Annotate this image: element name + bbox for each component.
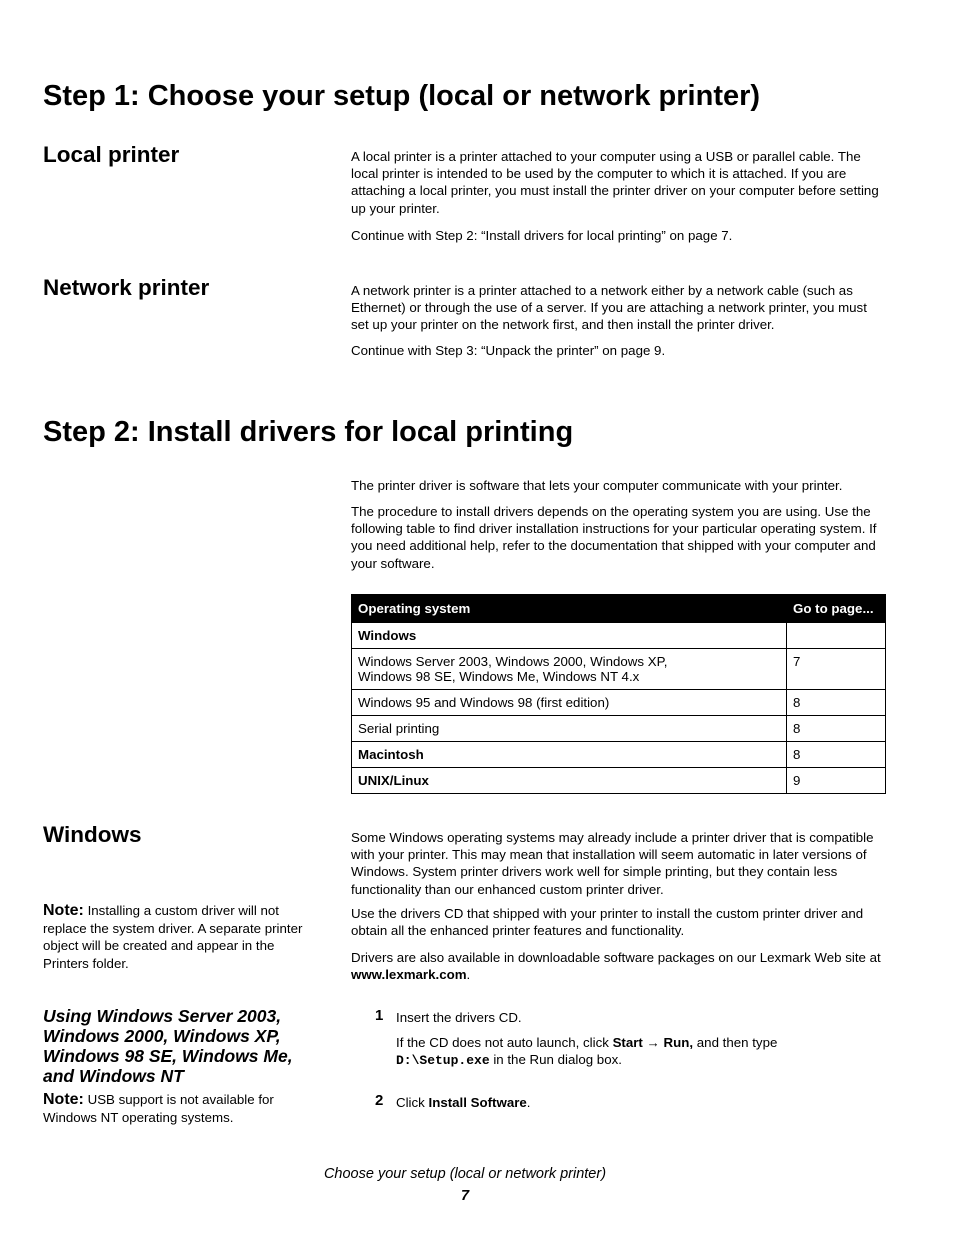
table-row (352, 768, 886, 794)
page-column-header: Go to page... (787, 595, 886, 623)
page-cell: 8 (787, 742, 886, 768)
table-row (352, 742, 886, 768)
using-windows-heading: Using Windows Server 2003, Windows 2000, Windows XP, Windows 98 SE, Windows Me, and Windows NT (43, 1006, 293, 1086)
network-printer-description: A network printer is a printer attached to a network either by a network cable (such as Ethernet) or through the use of a server. If you are attaching a network printer, you must set up your printer on the network first, and then install the printer driver. (351, 283, 867, 333)
table-row (352, 623, 886, 649)
subtext-end: in the Run dialog box. (489, 1052, 622, 1068)
install-software-label: Install Software (428, 1095, 527, 1110)
local-printer-heading: Local printer (43, 142, 180, 167)
windows-description: Some Windows operating systems may already include a printer driver that is compatible with your printer. This may mean that installation will seem automatic in later versions of Windows. System printer drivers work well for simple printing, but they contain less functionality than our enhanced custom printer driver. (351, 830, 874, 897)
download-text-start: Drivers are also available in downloadable software packages on our Lexmark Web site at (351, 950, 881, 965)
drivers-cd-text: Use the drivers CD that shipped with your printer to install the custom printer driver and obtain all the enhanced printer features and functionality. (351, 906, 864, 939)
driver-procedure: The procedure to install drivers depends on the operating system you are using. Use the following table to find driver installation instructions for your particular operating system. If you need additional help, refer to the documentation that shipped with your computer and your software. (351, 504, 877, 571)
step-number: 2 (375, 1092, 384, 1109)
windows-heading: Windows (43, 822, 142, 847)
table-row (352, 690, 886, 716)
os-cell: Serial printing (352, 716, 787, 742)
note-text: USB support is not available for Windows NT operating systems. (43, 1092, 274, 1125)
local-printer-continue: Continue with Step 2: “Install drivers for local printing” on page 7. (351, 228, 733, 243)
step-text: Insert the drivers CD. (396, 1010, 522, 1025)
usb-note (43, 1091, 305, 1126)
os-cell: Windows (352, 623, 787, 649)
step2-start: Click (396, 1095, 429, 1110)
lexmark-link[interactable]: www.lexmark.com (351, 967, 467, 983)
setup-command: D:\Setup.exe (396, 1053, 490, 1069)
footer-title: Choose your setup (local or network printer) (323, 1166, 607, 1182)
page-cell (787, 623, 886, 649)
subtext-mid: and then type (693, 1035, 778, 1050)
drivers-download-text (351, 949, 887, 983)
os-cell: Windows Server 2003, Windows 2000, Windows XP, Windows 98 SE, Windows Me, Windows NT 4.x (352, 649, 787, 690)
page-cell: 8 (787, 716, 886, 742)
os-column-header: Operating system (352, 595, 787, 623)
page-cell: 8 (787, 690, 886, 716)
local-printer-description: A local printer is a printer attached to your computer using a USB or parallel cable. The local printer is intended to be used by the computer to which it is attached. If you are attaching a local printer, you must install the printer driver on your computer before setting up your printer. (351, 149, 879, 216)
page-cell: 7 (787, 649, 886, 690)
note-text: Installing a custom driver will not replace the system driver. A separate printer object will be created and appear in the Printers folder. (43, 903, 303, 971)
page-number: 7 (460, 1188, 470, 1204)
page-cell: 9 (787, 768, 886, 794)
note-label: Note: (43, 1091, 84, 1108)
os-table-header (352, 595, 886, 623)
step-text (396, 1094, 876, 1111)
step-subtext (396, 1034, 876, 1069)
windows-note (43, 902, 305, 972)
arrow-icon: → (642, 1035, 664, 1050)
step2-title: Step 2: Install drivers for local printing (43, 416, 574, 448)
os-cell: Macintosh (352, 742, 787, 768)
table-row (352, 649, 886, 690)
table-row (352, 716, 886, 742)
run-label: Run, (663, 1035, 694, 1050)
download-text-end: . (466, 967, 471, 983)
step-number: 1 (375, 1007, 384, 1024)
subtext-start: If the CD does not auto launch, click (396, 1035, 613, 1050)
network-printer-continue: Continue with Step 3: “Unpack the printer” on page 9. (351, 343, 666, 358)
step1-title: Step 1: Choose your setup (local or network printer) (43, 80, 761, 112)
os-cell: UNIX/Linux (352, 768, 787, 794)
os-cell: Windows 95 and Windows 98 (first edition) (352, 690, 787, 716)
note-label: Note: (43, 902, 84, 919)
start-label: Start (612, 1035, 643, 1050)
step2-end: . (526, 1095, 531, 1110)
driver-intro: The printer driver is software that lets your computer communicate with your printer. (351, 478, 843, 493)
os-table (351, 594, 886, 794)
network-printer-heading: Network printer (43, 275, 210, 300)
